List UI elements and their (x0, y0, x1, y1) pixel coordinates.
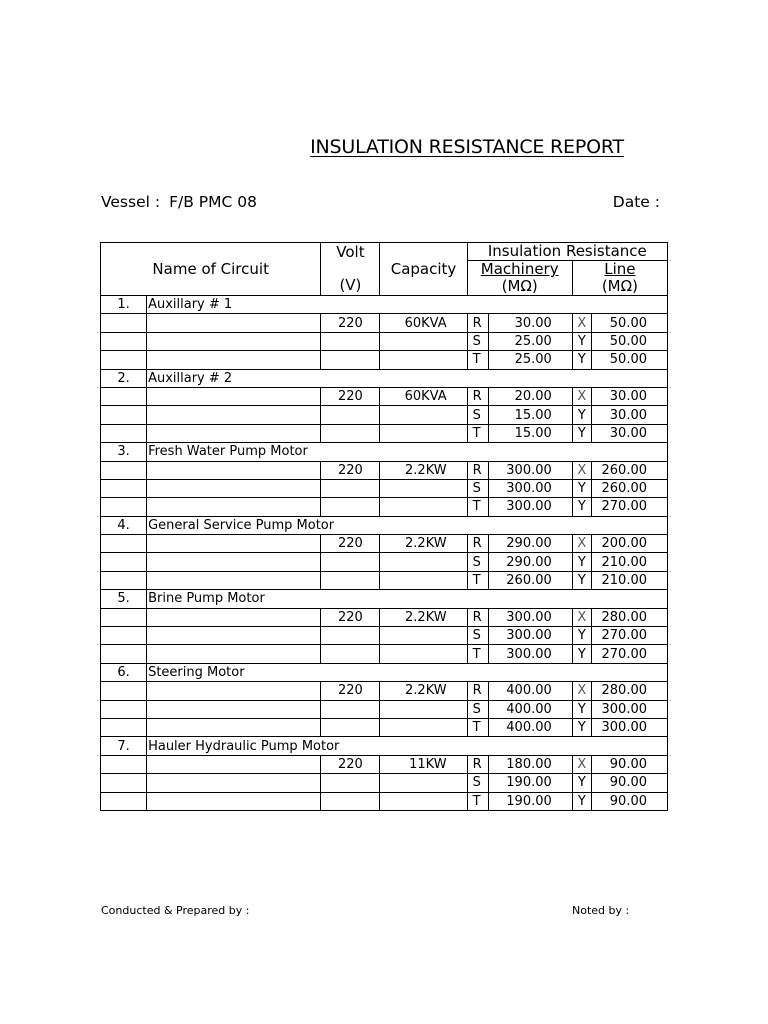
blank-cell (101, 332, 147, 350)
blank-cell (147, 553, 321, 571)
capacity-value: 60KVA (380, 387, 467, 405)
machinery-phase: S (467, 627, 488, 645)
machinery-phase: R (467, 387, 488, 405)
machinery-value: 400.00 (488, 718, 572, 736)
volt-value: 220 (321, 535, 380, 553)
machinery-value: 300.00 (488, 608, 572, 626)
blank-cell (101, 718, 147, 736)
line-value: 30.00 (591, 387, 667, 405)
machinery-value: 15.00 (488, 406, 572, 424)
blank-cell (101, 461, 147, 479)
line-phase: X (572, 314, 591, 332)
header-volt-unit: (V) (339, 276, 362, 294)
volt-value: 220 (321, 314, 380, 332)
machinery-phase: S (467, 479, 488, 497)
blank-cell (147, 627, 321, 645)
line-phase: Y (572, 645, 591, 663)
line-value: 280.00 (591, 608, 667, 626)
capacity-value (380, 700, 467, 718)
blank-cell (101, 792, 147, 810)
blank-cell (147, 718, 321, 736)
header-line-unit: (MΩ) (601, 277, 638, 295)
machinery-phase: R (467, 535, 488, 553)
phase-row (101, 314, 668, 332)
machinery-value: 290.00 (488, 553, 572, 571)
phase-row (101, 351, 668, 369)
blank-cell (101, 571, 147, 589)
header-volt (321, 243, 380, 296)
line-value: 90.00 (591, 792, 667, 810)
line-value: 30.00 (591, 424, 667, 442)
blank-cell (101, 424, 147, 442)
blank-cell (147, 498, 321, 516)
machinery-phase: R (467, 461, 488, 479)
blank-cell (101, 498, 147, 516)
vessel-label: Vessel : (101, 193, 161, 211)
blank-cell (147, 479, 321, 497)
volt-value (321, 351, 380, 369)
line-value: 200.00 (591, 535, 667, 553)
line-value: 280.00 (591, 682, 667, 700)
machinery-phase: T (467, 571, 488, 589)
volt-value (321, 700, 380, 718)
capacity-value (380, 351, 467, 369)
phase-row (101, 792, 668, 810)
blank-cell (101, 755, 147, 773)
line-value: 90.00 (591, 755, 667, 773)
circuit-number: 1. (101, 296, 147, 314)
volt-value: 220 (321, 755, 380, 773)
blank-cell (101, 351, 147, 369)
machinery-value: 180.00 (488, 755, 572, 773)
line-value: 270.00 (591, 498, 667, 516)
capacity-value (380, 406, 467, 424)
capacity-value: 11KW (380, 755, 467, 773)
phase-row (101, 774, 668, 792)
line-phase: Y (572, 479, 591, 497)
machinery-phase: T (467, 792, 488, 810)
blank-cell (101, 314, 147, 332)
blank-cell (101, 553, 147, 571)
circuit-name: Brine Pump Motor (147, 590, 668, 608)
capacity-value: 2.2KW (380, 461, 467, 479)
phase-row (101, 387, 668, 405)
phase-row (101, 479, 668, 497)
blank-cell (147, 387, 321, 405)
machinery-phase: T (467, 424, 488, 442)
header-machinery-unit: (MΩ) (501, 277, 538, 295)
line-phase: X (572, 755, 591, 773)
circuit-header-row (101, 516, 668, 534)
volt-value (321, 774, 380, 792)
circuit-name: Auxillary # 1 (147, 296, 668, 314)
machinery-value: 15.00 (488, 424, 572, 442)
machinery-phase: T (467, 498, 488, 516)
phase-row (101, 424, 668, 442)
capacity-value (380, 627, 467, 645)
line-phase: Y (572, 718, 591, 736)
blank-cell (101, 608, 147, 626)
circuit-header-row (101, 369, 668, 387)
blank-cell (147, 461, 321, 479)
header-insulation-resistance: Insulation Resistance (467, 243, 667, 261)
line-phase: X (572, 387, 591, 405)
machinery-phase: R (467, 314, 488, 332)
machinery-value: 260.00 (488, 571, 572, 589)
capacity-value (380, 553, 467, 571)
machinery-phase: R (467, 682, 488, 700)
blank-cell (101, 682, 147, 700)
header-line-label: Line (604, 260, 636, 278)
header-capacity: Capacity (380, 243, 467, 296)
circuit-number: 2. (101, 369, 147, 387)
volt-value (321, 571, 380, 589)
blank-cell (147, 774, 321, 792)
machinery-value: 300.00 (488, 627, 572, 645)
blank-cell (147, 608, 321, 626)
line-value: 50.00 (591, 314, 667, 332)
line-value: 30.00 (591, 406, 667, 424)
capacity-value: 2.2KW (380, 608, 467, 626)
vessel-value: F/B PMC 08 (169, 193, 257, 211)
volt-value (321, 332, 380, 350)
machinery-value: 400.00 (488, 700, 572, 718)
capacity-value (380, 498, 467, 516)
machinery-value: 30.00 (488, 314, 572, 332)
machinery-phase: S (467, 332, 488, 350)
capacity-value (380, 718, 467, 736)
circuit-number: 6. (101, 663, 147, 681)
conducted-by-label: Conducted & Prepared by : (101, 904, 250, 917)
report-title: INSULATION RESISTANCE REPORT (310, 136, 624, 158)
capacity-value (380, 774, 467, 792)
phase-row (101, 406, 668, 424)
circuit-header-row (101, 737, 668, 755)
machinery-value: 300.00 (488, 461, 572, 479)
machinery-phase: S (467, 406, 488, 424)
phase-row (101, 682, 668, 700)
blank-cell (101, 406, 147, 424)
line-phase: Y (572, 498, 591, 516)
circuit-name: General Service Pump Motor (147, 516, 668, 534)
phase-row (101, 645, 668, 663)
line-phase: Y (572, 553, 591, 571)
blank-cell (101, 535, 147, 553)
phase-row (101, 608, 668, 626)
line-value: 270.00 (591, 627, 667, 645)
line-phase: Y (572, 700, 591, 718)
capacity-value (380, 479, 467, 497)
circuit-name: Fresh Water Pump Motor (147, 443, 668, 461)
line-value: 210.00 (591, 553, 667, 571)
machinery-value: 190.00 (488, 774, 572, 792)
volt-value (321, 553, 380, 571)
blank-cell (147, 535, 321, 553)
phase-row (101, 755, 668, 773)
line-phase: X (572, 682, 591, 700)
blank-cell (147, 645, 321, 663)
blank-cell (147, 351, 321, 369)
line-phase: Y (572, 792, 591, 810)
volt-value: 220 (321, 608, 380, 626)
volt-value (321, 406, 380, 424)
blank-cell (147, 571, 321, 589)
volt-value: 220 (321, 682, 380, 700)
phase-row (101, 700, 668, 718)
machinery-value: 300.00 (488, 479, 572, 497)
line-phase: Y (572, 571, 591, 589)
circuit-number: 7. (101, 737, 147, 755)
blank-cell (101, 774, 147, 792)
circuit-name: Auxillary # 2 (147, 369, 668, 387)
blank-cell (101, 627, 147, 645)
machinery-value: 25.00 (488, 332, 572, 350)
machinery-value: 25.00 (488, 351, 572, 369)
volt-value (321, 792, 380, 810)
machinery-value: 290.00 (488, 535, 572, 553)
capacity-value (380, 645, 467, 663)
phase-row (101, 498, 668, 516)
blank-cell (101, 387, 147, 405)
volt-value (321, 645, 380, 663)
header-machinery (467, 261, 572, 296)
blank-cell (147, 682, 321, 700)
capacity-value (380, 792, 467, 810)
capacity-value: 2.2KW (380, 682, 467, 700)
blank-cell (101, 700, 147, 718)
machinery-phase: S (467, 774, 488, 792)
circuit-number: 5. (101, 590, 147, 608)
circuit-header-row (101, 663, 668, 681)
circuit-number: 3. (101, 443, 147, 461)
volt-value: 220 (321, 387, 380, 405)
line-phase: X (572, 608, 591, 626)
blank-cell (147, 792, 321, 810)
blank-cell (147, 424, 321, 442)
machinery-value: 300.00 (488, 645, 572, 663)
phase-row (101, 571, 668, 589)
circuit-name: Steering Motor (147, 663, 668, 681)
header-name-of-circuit: Name of Circuit (101, 243, 321, 296)
phase-row (101, 461, 668, 479)
line-value: 90.00 (591, 774, 667, 792)
line-value: 260.00 (591, 461, 667, 479)
phase-row (101, 627, 668, 645)
vessel-line (101, 193, 257, 211)
line-phase: Y (572, 627, 591, 645)
volt-value (321, 424, 380, 442)
noted-by-label: Noted by : (572, 904, 630, 917)
phase-row (101, 332, 668, 350)
machinery-phase: S (467, 700, 488, 718)
line-phase: Y (572, 332, 591, 350)
volt-value (321, 718, 380, 736)
blank-cell (147, 700, 321, 718)
header-line (572, 261, 667, 296)
machinery-phase: S (467, 553, 488, 571)
capacity-value (380, 571, 467, 589)
machinery-value: 190.00 (488, 792, 572, 810)
machinery-phase: T (467, 718, 488, 736)
volt-value: 220 (321, 461, 380, 479)
capacity-value (380, 424, 467, 442)
capacity-value (380, 332, 467, 350)
machinery-phase: R (467, 608, 488, 626)
blank-cell (147, 332, 321, 350)
header-volt-label: Volt (336, 243, 365, 261)
line-phase: X (572, 461, 591, 479)
capacity-value: 60KVA (380, 314, 467, 332)
machinery-phase: T (467, 645, 488, 663)
circuit-header-row (101, 590, 668, 608)
header-machinery-label: Machinery (480, 260, 559, 278)
line-value: 50.00 (591, 332, 667, 350)
line-value: 260.00 (591, 479, 667, 497)
date-label: Date : (612, 193, 660, 211)
line-value: 50.00 (591, 351, 667, 369)
blank-cell (147, 406, 321, 424)
machinery-value: 20.00 (488, 387, 572, 405)
circuit-header-row (101, 296, 668, 314)
phase-row (101, 553, 668, 571)
line-value: 300.00 (591, 718, 667, 736)
machinery-phase: R (467, 755, 488, 773)
capacity-value: 2.2KW (380, 535, 467, 553)
blank-cell (101, 645, 147, 663)
line-phase: Y (572, 406, 591, 424)
phase-row (101, 718, 668, 736)
volt-value (321, 479, 380, 497)
line-phase: Y (572, 774, 591, 792)
circuit-name: Hauler Hydraulic Pump Motor (147, 737, 668, 755)
machinery-phase: T (467, 351, 488, 369)
line-phase: Y (572, 351, 591, 369)
line-value: 270.00 (591, 645, 667, 663)
machinery-value: 400.00 (488, 682, 572, 700)
line-value: 210.00 (591, 571, 667, 589)
line-value: 300.00 (591, 700, 667, 718)
machinery-value: 300.00 (488, 498, 572, 516)
phase-row (101, 535, 668, 553)
table-body (101, 296, 668, 811)
volt-value (321, 627, 380, 645)
circuit-number: 4. (101, 516, 147, 534)
volt-value (321, 498, 380, 516)
circuit-header-row (101, 443, 668, 461)
line-phase: X (572, 535, 591, 553)
blank-cell (147, 314, 321, 332)
blank-cell (101, 479, 147, 497)
blank-cell (147, 755, 321, 773)
insulation-table (100, 242, 668, 811)
line-phase: Y (572, 424, 591, 442)
